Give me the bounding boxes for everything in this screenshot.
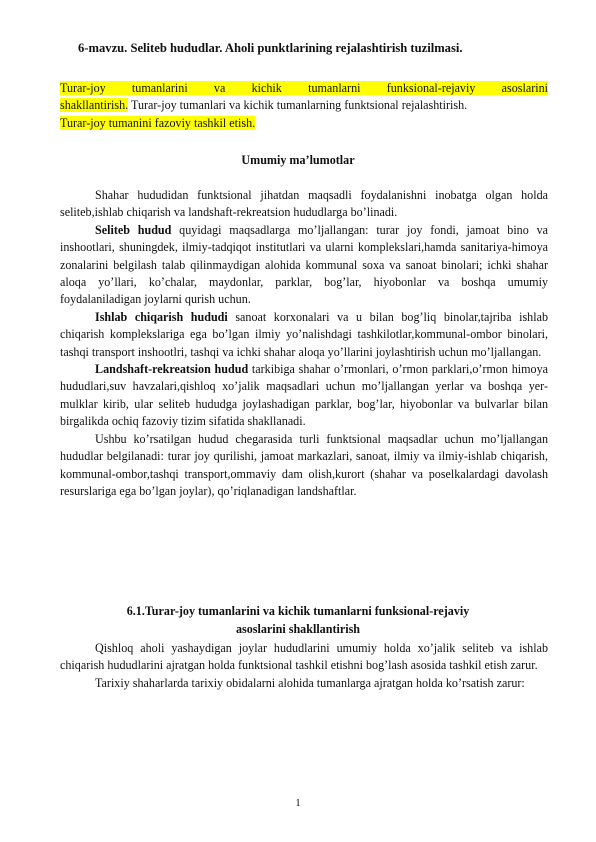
paragraph-5: Ushbu ko’rsatilgan hudud chegarasida turli funktsional maqsadlar uchun mo’ljallangan hududlar belgilanadi: turar joy qurilishi, jamoat markazlari, sanoat, ilmiy va ilmiy-ishlab chiqarish, kommunal-ombor,tashqi transport,ommaviy dam olish,kurort (shahar va poselkalardagi davolash resurslariga ega bo’lgan joylar), qo’riqlanadigan landshaftlar.	[60, 431, 548, 498]
lesson-plan	[60, 80, 548, 132]
term-ishlab: Ishlab chiqarish hududi	[95, 309, 228, 324]
section-heading-line-2: asoslarini shakllantirish	[236, 622, 360, 636]
paragraph-3	[60, 309, 548, 361]
topic-title: 6-mavzu. Seliteb hududlar. Aholi punktlarining rejalashtirish tuzilmasi.	[78, 41, 463, 55]
plan-item-2: Turar-joy tumanlari va kichik tumanlarning funktsional rejalashtirish.	[128, 98, 468, 113]
term-landshaft: Landshaft-rekreatsion hudud	[95, 362, 249, 377]
plan-line-3	[60, 115, 548, 132]
paragraph-3-text: sanoat korxonalari va u bilan bog’liq binolar,tajriba ishlab chiqarish komplekslariga ega bo’lgan ilmiy yo’nalishdagi tashkilotlar,kommunal-ombor binolari, tashqi transport inshootlri, tashqi va ichki shahar aloqa yo’llarini joylashtirish uchun mo’ljallangan.	[60, 309, 548, 359]
body-text-2	[60, 640, 548, 692]
plan-line-1	[60, 80, 548, 97]
paragraph-1: Shahar hududidan funktsional jihatdan maqsadli foydalanishni inobatga olgan holda seliteb,ishlab chiqarish va landshaft-rekreatsion hududlarga bo’linadi.	[60, 188, 548, 220]
plan-line-2	[60, 97, 548, 114]
general-heading: Umumiy ma’lumotlar	[241, 153, 355, 167]
section-heading-line-1: 6.1.Turar-joy tumanlarini va kichik tumanlarni funksional-rejaviy	[126, 604, 470, 618]
paragraph-2	[60, 222, 548, 309]
paragraph-2-text: quyidagi maqsadlarga mo’ljallangan: turar joy fondi, jamoat bino va inshootlari, shuningdek, ilmiy-tadqiqot institutlari va ularni komplekslari,hamda sanitariya-himoya zonalarini belgilash talab qilinmaydigan alohida kommunal soxa va sanoat binolari; ichki shahar aloqa yo’llari, ko’chalar, maydonlar, parklar, bog’lar, hiyobonlar va boshqa umumiy foydalaniladigan joylarni qurish uchun.	[60, 222, 548, 307]
plan-item-1-end: shakllantirish.	[60, 98, 129, 113]
plan-item-3: Turar-joy tumanini fazoviy tashkil etish.	[60, 115, 256, 130]
paragraph-7: Tarixiy shaharlarda tarixiy obidalarni alohida tumanlarga ajratgan holda ko’rsatish zarur:	[95, 675, 525, 690]
term-seliteb: Seliteb hudud	[95, 222, 172, 237]
plan-item-1: Turar-joy tumanlarini va kichik tumanlarni funksional-rejaviy asoslarini	[60, 81, 548, 95]
page-number: 1	[295, 797, 301, 809]
body-text	[60, 187, 548, 500]
paragraph-6: Qishloq aholi yashaydigan joylar hududlarini umumiy holda xo’jalik seliteb va ishlab chiqarish hududlarini ajratgan holda funktsional tashkil etishni bog’lash asosida tashkil etish zarur.	[60, 641, 548, 673]
paragraph-4	[60, 361, 548, 431]
paragraph-4-text: tarkibiga shahar o’rmonlari, o’rmon parklari,o’rmon himoya hududlari,suv havzalari,qishloq xo’jalik maqsadlari uchun mo’ljallangan yerlar va boshqa yer-mulklar kirib, ular seliteb hududga joylashadigan parklar, bog’lar, hiyobonlar va bulvarlar bilan birgalikda ochiq fazoviy tizim sifatida shakllanadi.	[60, 362, 548, 429]
